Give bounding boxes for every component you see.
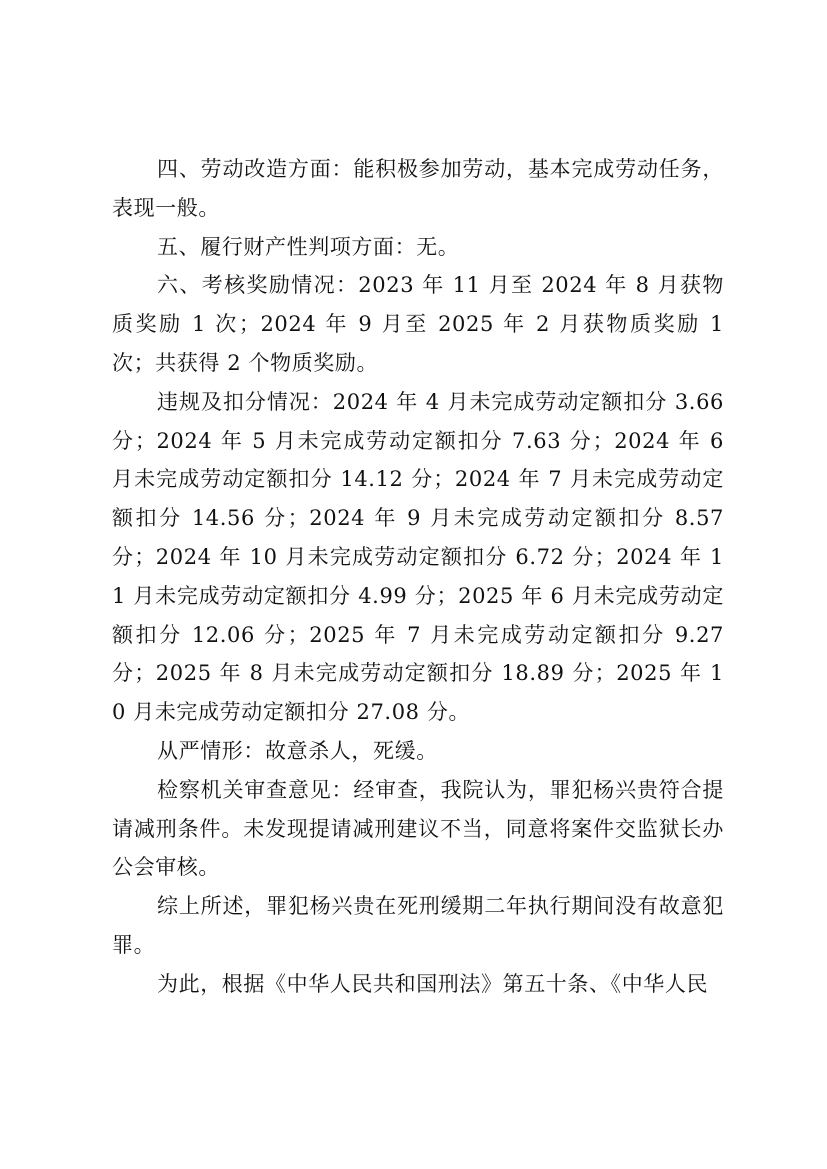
paragraph-strict-circumstances: 从严情形：故意杀人，死缓。	[157, 738, 438, 763]
paragraph-legal-basis: 为此，根据《中华人民共和国刑法》第五十条、《中华人民	[157, 971, 709, 996]
paragraph-procuratorate-opinion: 检察机关审查意见：经审查，我院认为，罪犯杨兴贵符合提请减刑条件。未发现提请减刑建议不当，同意将案件交监狱长办公会审核。	[112, 777, 724, 880]
paragraph-summary: 综上所述，罪犯杨兴贵在死刑缓期二年执行期间没有故意犯罪。	[112, 894, 724, 957]
paragraph-rewards: 六、考核奖励情况：2023 年 11 月至 2024 年 8 月获物质奖励 1 次；2024 年 9 月至 2025 年 2 月获物质奖励 1 次；共获得 2 个物质奖励。	[112, 273, 724, 375]
paragraph-property-judgment: 五、履行财产性判项方面：无。	[157, 234, 460, 259]
paragraph-labor-reform: 四、劳动改造方面：能积极参加劳动，基本完成劳动任务，表现一般。	[112, 157, 724, 220]
document-body	[112, 150, 724, 1004]
paragraph-violations-deductions: 违规及扣分情况：2024 年 4 月未完成劳动定额扣分 3.66 分；2024 年 5 月未完成劳动定额扣分 7.63 分；2024 年 6 月未完成劳动定额扣分 14.12 分；2024 年 7 月未完成劳动定额扣分 14.56 分；2024 年 9 月未完成劳动定额扣分 8.57 分；2024 年 10 月未完成劳动定额扣分 6.72 分；2024 年 11 月未完成劳动定额扣分 4.99 分；2025 年 6 月未完成劳动定额扣分 12.06 分；2025 年 7 月未完成劳动定额扣分 9.27 分；2025 年 8 月未完成劳动定额扣分 18.89 分；2025 年 10 月未完成劳动定额扣分 27.08 分。	[112, 389, 724, 725]
